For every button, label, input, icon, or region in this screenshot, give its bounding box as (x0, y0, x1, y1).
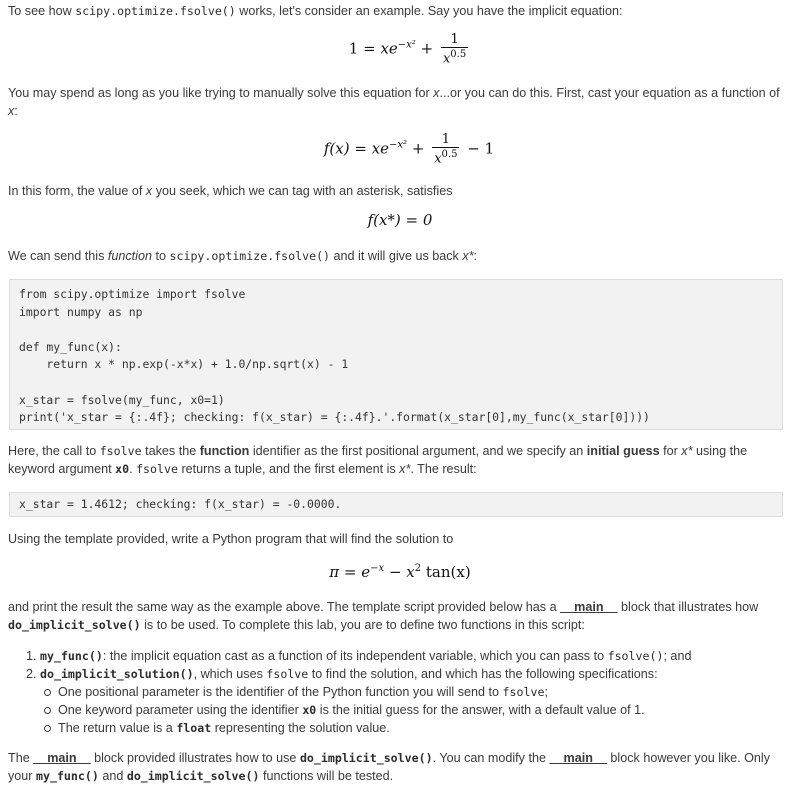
fraction-numerator: 1 (432, 133, 459, 148)
eq-exponent: −x² (389, 139, 408, 151)
text: : (14, 104, 18, 118)
eq-lhs: 1 = (348, 39, 381, 58)
inline-code: scipy.optimize.fsolve() (75, 4, 236, 18)
eq-tail: tan(x) (421, 563, 471, 581)
result-code-block: x_star = 1.4612; checking: f(x_star) = -0.0000. (9, 492, 783, 517)
paragraph-task (8, 530, 790, 548)
eq-text: f(x*) = 0 (367, 211, 433, 229)
function-equation (18, 133, 800, 166)
main-block-label: __main__ (549, 751, 607, 765)
list-number: 1. (26, 649, 37, 663)
text: . You can modify the (432, 751, 550, 765)
var: x (8, 104, 15, 118)
inline-code: do_implicit_solve() (299, 751, 433, 765)
var: x* (399, 462, 411, 476)
text: and print the result the same way as the example above. The template script provided below has a (8, 600, 561, 614)
list-item (26, 647, 790, 665)
inline-code: fsolve (136, 462, 178, 476)
text: for (659, 444, 682, 458)
inline-code: do_implicit_solve() (8, 618, 141, 632)
text: identifier as the first positional argument, and we specify an (249, 444, 587, 458)
text: functions will be tested. (259, 769, 394, 783)
list-item (26, 665, 790, 683)
var: x* (681, 444, 693, 458)
var: x (433, 86, 440, 100)
text: ; (544, 685, 548, 699)
text: : the implicit equation cast as a function of its independent variable, which you can pass to (102, 649, 608, 663)
paragraph-cast-function (8, 84, 790, 120)
text: is the initial guess for the answer, with a default value of 1. (316, 703, 645, 717)
inline-code: my_func() (36, 769, 99, 783)
root-equation (0, 211, 800, 229)
inline-code: x0 (302, 703, 317, 717)
main-block-label: __main__ (33, 751, 91, 765)
fraction-den-base: x (434, 151, 442, 167)
paragraph-asterisk (8, 182, 790, 200)
text: We can send this (8, 249, 108, 263)
eq-mid: − x (384, 563, 415, 581)
paragraph-explanation (8, 442, 790, 478)
text: One keyword parameter using the identifier (58, 703, 303, 717)
text: . (129, 462, 137, 476)
inline-code: fsolve() (607, 649, 664, 663)
text: and it will give us back (330, 249, 463, 263)
text: Using the template provided, write a Python program that will find the solution to (8, 532, 454, 546)
fraction-den-base: x (442, 51, 451, 67)
text: The return value is a (58, 721, 177, 735)
eq-lhs: f(x) = (323, 139, 372, 158)
text: You may spend as long as you like trying to manually solve this equation for (8, 86, 434, 100)
inline-code: fsolve (99, 444, 142, 458)
paragraph-main-block (8, 749, 790, 785)
text: ...or you can do this. First, cast your equation as a function of (439, 86, 780, 100)
list-number: 2. (26, 667, 37, 681)
fraction-den-exp: 0.5 (450, 49, 467, 60)
text: Here, the call to (8, 444, 100, 458)
text: The (8, 751, 34, 765)
text: and (98, 769, 127, 783)
text: returns a tuple, and the first element is (177, 462, 400, 476)
text: using the keyword argument (8, 444, 748, 476)
fraction-numerator: 1 (441, 33, 468, 48)
eq-fraction (441, 33, 468, 66)
inline-code: scipy.optimize.fsolve() (169, 249, 331, 263)
task-equation (0, 563, 800, 581)
text: To see how (8, 4, 76, 18)
eq-term: xe (380, 39, 398, 58)
text: block however you like. Only your (8, 751, 771, 783)
eq-lhs: π = e (329, 563, 371, 581)
main-block-label: __main__ (560, 600, 618, 614)
paragraph-template (8, 598, 790, 634)
eq-plus: + (411, 139, 425, 158)
var: x (145, 184, 153, 198)
text: block that illustrates how (617, 600, 759, 614)
example-code-block: from scipy.optimize import fsolve import numpy as np def my_func(x): return x * np.exp(-x*x) + 1.0/np.sqrt(x) - 1 x_star = fsolve(my_func, x0=1) print('x_star = {:.4f}; checking: f(x_star) = {:.4f}.'.format(x_star[0],my_func(x_star[0]))) (9, 279, 783, 430)
bold-text: initial guess (586, 444, 660, 458)
inline-code: float (176, 721, 212, 735)
text: works, let's consider an example. Say you have the implicit equation: (235, 4, 623, 18)
text: : (473, 249, 478, 263)
inline-code: fsolve (266, 667, 309, 681)
sub-list-item (58, 719, 790, 737)
eq-term: xe (371, 139, 390, 158)
text: . The result: (410, 462, 477, 476)
emphasis: function (107, 249, 152, 263)
text: ; and (663, 649, 692, 663)
implicit-equation (20, 33, 800, 66)
eq-square: 2 (414, 563, 422, 574)
inline-code: x0 (115, 462, 130, 476)
inline-code: do_implicit_solution() (40, 667, 194, 681)
eq-exponent: −x (370, 563, 385, 574)
inline-code: fsolve (502, 685, 545, 699)
intro-paragraph (8, 2, 790, 20)
fraction-den-exp: 0.5 (441, 149, 458, 160)
sub-list-item (58, 701, 790, 719)
eq-fraction (432, 133, 459, 166)
eq-exponent: −x² (397, 39, 416, 51)
text: you seek, which we can tag with an asterisk, satisfies (152, 184, 453, 198)
text: representing the solution value. (211, 721, 390, 735)
bold-text: function (199, 444, 250, 458)
paragraph-send-function (8, 247, 790, 265)
text: , which uses (193, 667, 267, 681)
inline-code: do_implicit_solve() (126, 769, 260, 783)
var: x* (462, 249, 474, 263)
text: takes the (141, 444, 200, 458)
text: is to be used. To complete this lab, you are to define two functions in this script: (140, 618, 585, 632)
text: One positional parameter is the identifier of the Python function you will send to (58, 685, 503, 699)
inline-code: my_func() (40, 649, 103, 663)
eq-plus: + (420, 39, 434, 58)
text: to (151, 249, 170, 263)
sub-list-item (58, 683, 790, 701)
text: to find the solution, and which has the following specifications: (308, 667, 658, 681)
text: In this form, the value of (8, 184, 146, 198)
text: block provided illustrates how to use (90, 751, 300, 765)
eq-tail: − 1 (467, 139, 495, 158)
